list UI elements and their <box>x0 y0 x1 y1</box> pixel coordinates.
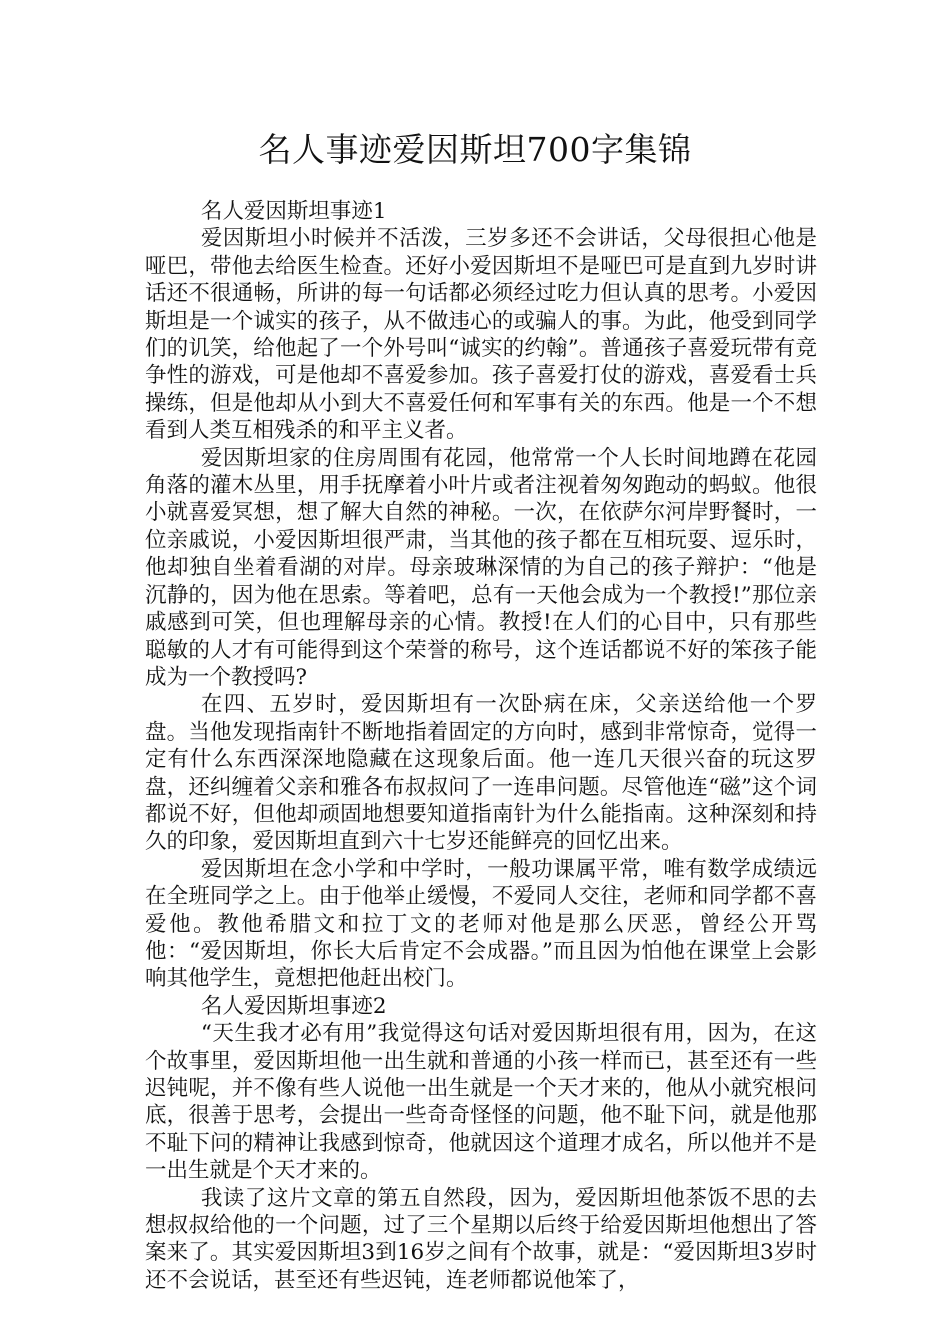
paragraph: 爱因斯坦家的住房周围有花园，他常常一个人长时间地蹲在花园角落的灌木丛里，用手抚摩着小叶片或者注视着匆匆跑动的蚂蚁。他很小就喜爱冥想，想了解大自然的神秘。一次，在依萨尔河岸野餐时，一位亲戚说，小爱因斯坦很严肃，当其他的孩子都在互相玩耍、逗乐时，他却独自坐着看湖的对岸。母亲玻琳深情的为自己的孩子辩护：“他是沉静的，因为他在思索。等着吧，总有一天他会成为一个教授!”那位亲戚感到可笑，但也理解母亲的心情。教授!在人们的心目中，只有那些聪敏的人才有可能得到这个荣誉的称号，这个连话都说不好的笨孩子能成为一个教授吗? <box>145 445 817 690</box>
paragraph: “天生我才必有用”我觉得这句话对爱因斯坦很有用，因为，在这个故事里，爱因斯坦他一出生就和普通的小孩一样而已，甚至还有一些迟钝呢，并不像有些人说他一出生就是一个天才来的，他从小就究根问底，很善于思考，会提出一些奇奇怪怪的问题，他不耻下问，就是他那不耻下问的精神让我感到惊奇，他就因这个道理才成名，所以他并不是一出生就是个天才来的。 <box>145 1021 817 1184</box>
paragraph: 我读了这片文章的第五自然段，因为，爱因斯坦他茶饭不思的去想叔叔给他的一个问题，过了三个星期以后终于给爱因斯坦他想出了答案来了。其实爱因斯坦3到16岁之间有个故事，就是：“爱因斯坦3岁时还不会说话，甚至还有些迟钝，连老师都说他笨了， <box>145 1185 817 1293</box>
paragraph: 在四、五岁时，爱因斯坦有一次卧病在床，父亲送给他一个罗盘。当他发现指南针不断地指着固定的方向时，感到非常惊奇，觉得一定有什么东西深深地隐藏在这现象后面。他一连几天很兴奋的玩这罗盘，还纠缠着父亲和雅各布叔叔问了一连串问题。尽管他连“磁”这个词都说不好，但他却顽固地想要知道指南针为什么能指南。这种深刻和持久的印象，爱因斯坦直到六十七岁还能鲜亮的回忆出来。 <box>145 692 817 855</box>
section-heading: 名人爱因斯坦事迹1 <box>200 199 387 224</box>
section-heading: 名人爱因斯坦事迹2 <box>200 993 387 1019</box>
paragraph: 爱因斯坦小时候并不活泼，三岁多还不会讲话，父母很担心他是哑巴，带他去给医生检查。还好小爱因斯坦不是哑巴可是直到九岁时讲话还不很通畅，所讲的每一句话都必须经过吃力但认真的思考。小爱因斯坦是一个诚实的孩子，从不做违心的或骗人的事。为此，他受到同学们的讥笑，给他起了一个外号叫“诚实的约翰”。普通孩子喜爱玩带有竞争性的游戏，可是他却不喜爱参加。孩子喜爱打仗的游戏，喜爱看士兵操练，但是他却从小到大不喜爱任何和军事有关的东西。他是一个不想看到人类互相残杀的和平主义者。 <box>145 226 817 444</box>
paragraph: 爱因斯坦在念小学和中学时，一般功课属平常，唯有数学成绩远在全班同学之上。由于他举止缓慢，不爱同人交往，老师和同学都不喜爱他。教他希腊文和拉丁文的老师对他是那么厌恶，曾经公开骂他：“爱因斯坦，你长大后肯定不会成器。”而且因为怕他在课堂上会影响其他学生，竟想把他赶出校门。 <box>145 856 817 992</box>
document-title: 名人事迹爱因斯坦700字集锦 <box>258 130 692 169</box>
document-body <box>145 198 817 1294</box>
